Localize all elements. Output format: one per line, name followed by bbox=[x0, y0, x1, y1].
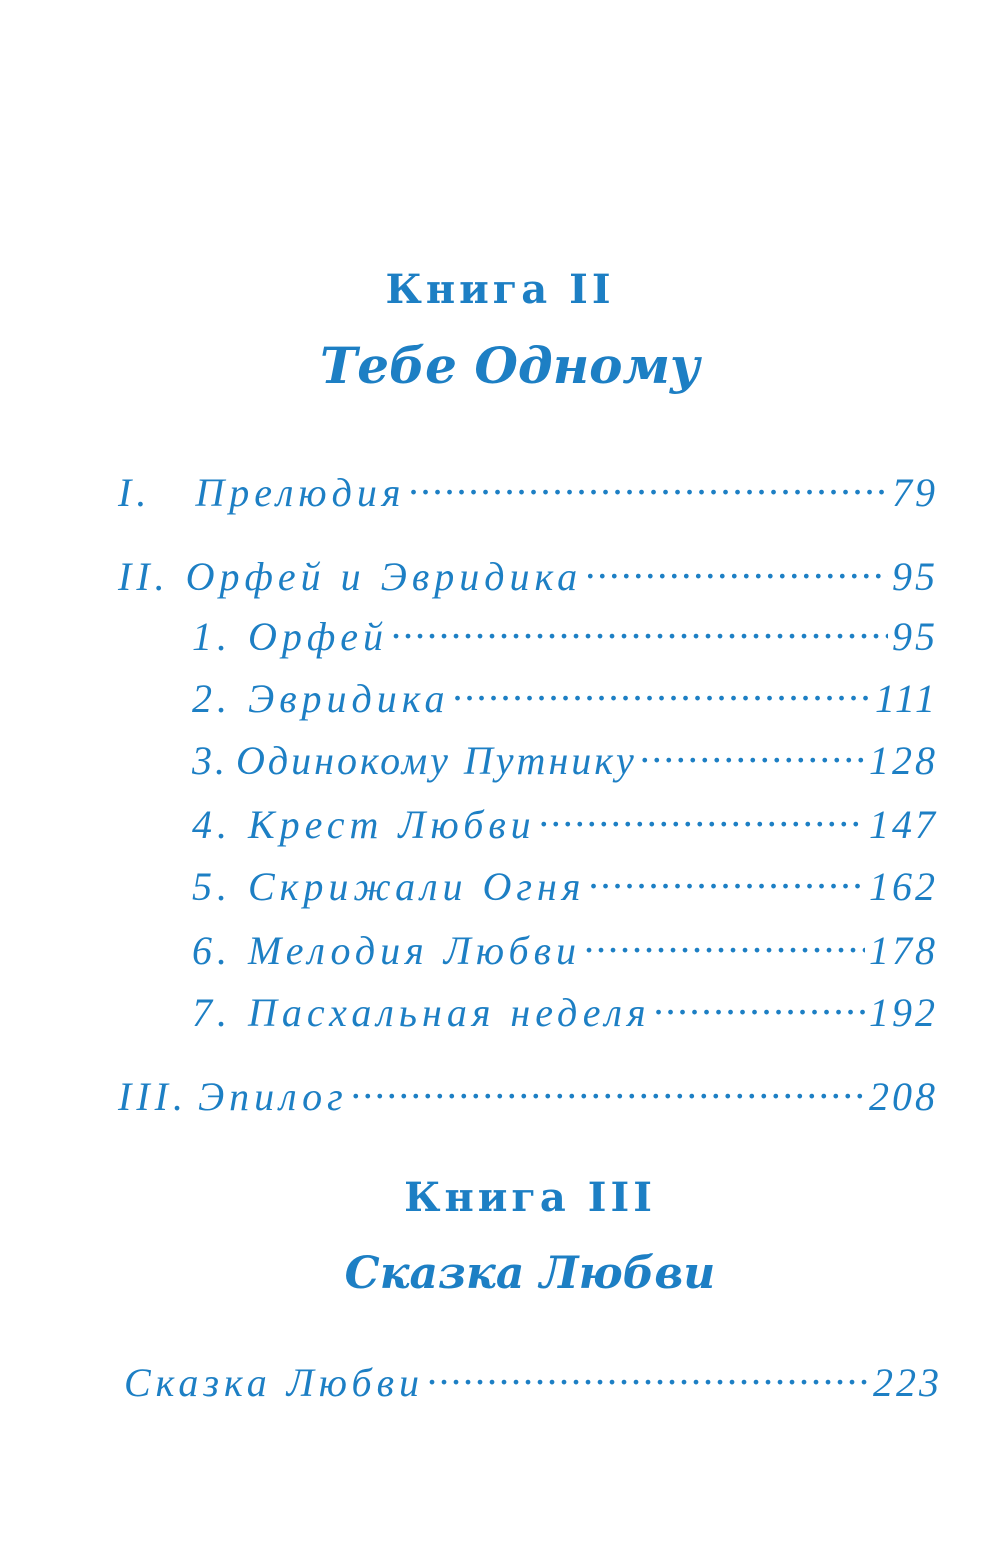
toc-entry-label: Пасхальная неделя bbox=[248, 990, 651, 1035]
toc-leader-dots bbox=[454, 662, 871, 712]
toc-leader-dots bbox=[586, 540, 888, 590]
toc-entry-cross-of-love[interactable] bbox=[192, 788, 938, 847]
toc-entry-label: Прелюдия bbox=[195, 470, 406, 515]
toc-entry-tablets-of-fire[interactable] bbox=[192, 850, 938, 909]
toc-entry-page: 128 bbox=[869, 738, 938, 783]
toc-entry-page: 223 bbox=[873, 1360, 942, 1405]
toc-entry-eurydice[interactable] bbox=[192, 662, 938, 721]
toc-leader-dots bbox=[641, 724, 865, 774]
toc-entry-page: 79 bbox=[892, 470, 938, 515]
toc-entry-prelude[interactable] bbox=[118, 456, 938, 515]
toc-entry-lonely-traveler[interactable] bbox=[192, 724, 938, 783]
toc-entry-number: I. bbox=[118, 470, 152, 515]
toc-entry-number: 2. bbox=[192, 676, 232, 721]
toc-entry-label: Мелодия Любви bbox=[248, 928, 581, 973]
toc-entry-number: 5. bbox=[192, 864, 232, 909]
toc-entry-label: Орфей и Эвридика bbox=[185, 554, 583, 599]
toc-entry-label: Скрижали Огня bbox=[248, 864, 586, 909]
toc-entry-orpheus[interactable] bbox=[192, 600, 938, 659]
toc-entry-page: 178 bbox=[869, 928, 938, 973]
toc-entry-number: II. bbox=[118, 554, 170, 599]
toc-entry-number: 1. bbox=[192, 614, 232, 659]
book-2-subtitle: Тебе Одному bbox=[320, 336, 700, 395]
toc-leader-dots bbox=[409, 456, 888, 506]
toc-entry-number: 4. bbox=[192, 802, 232, 847]
toc-entry-label: Сказка Любви bbox=[124, 1360, 424, 1405]
toc-entry-label: Эвридика bbox=[248, 676, 450, 721]
book-2-title: Книга II bbox=[385, 266, 615, 313]
toc-leader-dots bbox=[589, 850, 865, 900]
toc-entry-label: Орфей bbox=[248, 614, 389, 659]
toc-entry-page: 162 bbox=[869, 864, 938, 909]
toc-leader-dots bbox=[392, 600, 888, 650]
toc-leader-dots bbox=[655, 976, 865, 1026]
book-3-subtitle: Сказка Любви bbox=[344, 1248, 716, 1299]
toc-entry-page: 147 bbox=[869, 802, 938, 847]
toc-entry-number: 6. bbox=[192, 928, 232, 973]
toc-entry-number: III. bbox=[118, 1074, 188, 1119]
toc-entry-number: 7. bbox=[192, 990, 232, 1035]
toc-entry-page: 208 bbox=[869, 1074, 938, 1119]
toc-entry-label: Эпилог bbox=[197, 1074, 348, 1119]
toc-entry-page: 192 bbox=[869, 990, 938, 1035]
toc-entry-number: 3. bbox=[192, 738, 228, 783]
toc-entry-page: 111 bbox=[874, 676, 938, 721]
toc-leader-dots bbox=[585, 914, 865, 964]
toc-entry-label: Крест Любви bbox=[248, 802, 536, 847]
toc-leader-dots bbox=[428, 1346, 869, 1396]
toc-leader-dots bbox=[540, 788, 865, 838]
toc-entry-page: 95 bbox=[892, 614, 938, 659]
book-3-title: Книга III bbox=[404, 1174, 656, 1221]
toc-entry-page: 95 bbox=[892, 554, 938, 599]
toc-entry-melody-of-love[interactable] bbox=[192, 914, 938, 973]
toc-entry-orpheus-eurydice[interactable] bbox=[118, 540, 938, 599]
toc-entry-label: Одинокому Путнику bbox=[236, 738, 637, 783]
toc-leader-dots bbox=[352, 1060, 865, 1110]
toc-entry-fairy-tale-of-love[interactable] bbox=[124, 1346, 942, 1405]
toc-entry-epilogue[interactable] bbox=[118, 1060, 938, 1119]
toc-entry-easter-week[interactable] bbox=[192, 976, 938, 1035]
